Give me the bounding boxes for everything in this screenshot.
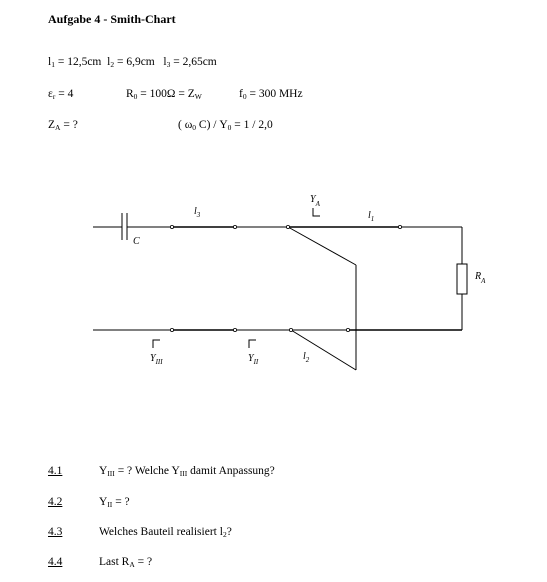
question-text: $Y_{III}$ = ? Welche $Y_{III}$ damit Anpassung? <box>99 465 275 478</box>
y2-marker <box>249 340 256 348</box>
ratio-value: ( $\omega_0$ $C) / Y_0 = 1 / 2,0$ <box>178 119 273 132</box>
circuit-lines <box>93 208 467 370</box>
stub-top-diagonal <box>288 227 356 265</box>
label-c: C <box>133 236 140 247</box>
label-l2: $l_2$ <box>303 351 310 364</box>
question-number: 4.4 <box>48 556 63 568</box>
junction-dots <box>170 225 401 331</box>
l3-value: $l_3 = 2,65cm$ <box>163 56 217 69</box>
dot <box>233 225 236 228</box>
diagram-labels <box>133 194 486 366</box>
question-text: Last $R_A$ = ? <box>99 556 153 569</box>
resistor-ra <box>457 264 467 294</box>
ya-marker <box>313 208 320 216</box>
question-text: Welches Bauteil realisiert $l_2$? <box>99 526 232 539</box>
r0-value: $R_0 = 100\Omega = Z_W$ <box>126 88 202 101</box>
label-ra: $R_A$ <box>475 271 486 285</box>
label-l3: $l_3$ <box>194 206 201 219</box>
question-number: 4.1 <box>48 465 63 477</box>
question-number: 4.3 <box>48 526 63 538</box>
question-text: $Y_{II}$ = ? <box>99 496 130 509</box>
f0-value: $f_0 = 300$ MHz <box>239 88 303 101</box>
label-y2: $Y_{II}$ <box>248 353 259 366</box>
za-question: $Z_A$ = ? <box>48 119 78 132</box>
dot <box>346 328 349 331</box>
dot <box>233 328 236 331</box>
dot <box>170 225 173 228</box>
l1-value: $l_1 = 12,5cm$ <box>48 56 102 69</box>
label-l1: $l_1$ <box>368 210 375 223</box>
dot <box>289 328 292 331</box>
stub-bottom-diagonal <box>291 330 356 370</box>
dot <box>398 225 401 228</box>
label-ya: $Y_A$ <box>310 194 320 208</box>
page-title: Aufgabe 4 - Smith-Chart <box>48 12 176 26</box>
label-y3: $Y_{III}$ <box>150 353 163 366</box>
l2-value: $l_2 = 6,9cm$ <box>107 56 155 69</box>
question-number: 4.2 <box>48 496 63 508</box>
dot <box>286 225 289 228</box>
dot <box>170 328 173 331</box>
epsilon-value: $\varepsilon_r = 4$ <box>48 88 74 101</box>
y3-marker <box>153 340 160 348</box>
